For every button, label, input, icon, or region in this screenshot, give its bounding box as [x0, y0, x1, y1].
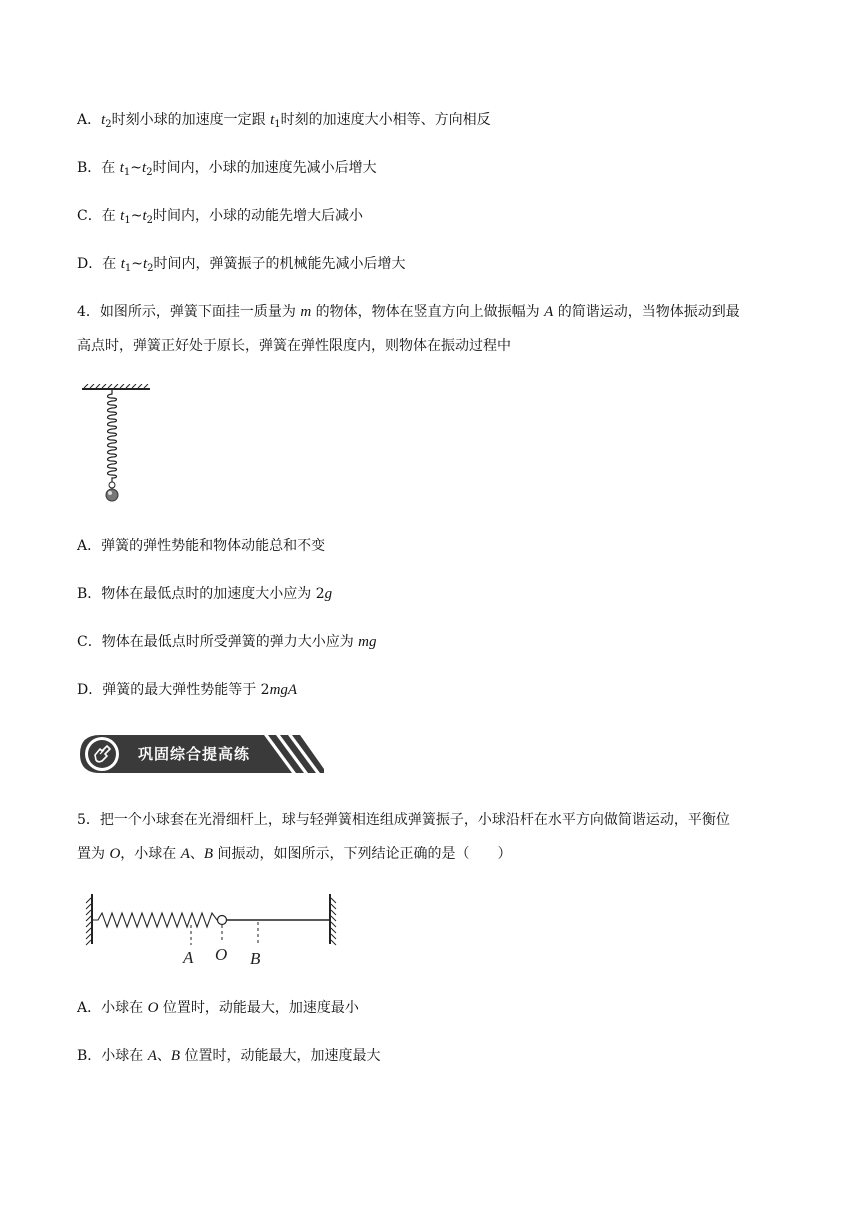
option-text: 时刻小球的加速度一定跟	[111, 112, 271, 128]
stem-text: 间振动，如图所示，下列结论正确的是（ ）	[213, 846, 512, 862]
subscript: 1	[274, 119, 281, 130]
tilde: ~	[130, 160, 143, 176]
hand-icon	[91, 743, 113, 765]
subscript: 2	[146, 215, 153, 226]
option-text: 时间内，小球的加速度先减小后增大	[152, 160, 377, 176]
ceiling-hatch	[84, 384, 148, 388]
var-O: O	[147, 1000, 159, 1016]
var-t: t	[142, 256, 148, 272]
subscript: 1	[123, 167, 131, 178]
option-text: 时刻的加速度大小相等、方向相反	[280, 112, 491, 128]
var-t: t	[142, 160, 147, 176]
q5-stem-line1: 5．把一个小球套在光滑细杆上，球与轻弹簧相连组成弹簧振子，小球沿杆在水平方向做简谐运动，平衡位	[77, 812, 730, 828]
var-t: t	[101, 112, 106, 128]
option-text: D．弹簧的最大弹性势能等于 2	[77, 682, 270, 698]
var-m: m	[300, 304, 312, 320]
option-text: D．在	[77, 256, 121, 272]
q4-option-a: A．弹簧的弹性势能和物体动能总和不变	[77, 538, 326, 554]
horizontal-spring-figure	[84, 892, 340, 972]
ball-highlight	[108, 491, 112, 495]
q3-option-b	[77, 158, 377, 178]
option-text: B．小球在	[77, 1048, 148, 1064]
option-text: C．物体在最低点时所受弹簧的弹力大小应为	[77, 634, 359, 650]
tilde: ~	[130, 208, 143, 224]
section-banner	[78, 731, 324, 777]
var-g: g	[324, 586, 333, 602]
var-B: B	[203, 846, 214, 862]
subscript: 1	[124, 263, 132, 274]
q3-option-a	[77, 110, 491, 130]
oscillator-ball	[218, 916, 227, 925]
var-A: A	[544, 304, 554, 320]
option-text: B．物体在最低点时的加速度大小应为 2	[77, 586, 325, 602]
position-b-label: B	[250, 949, 261, 968]
q5-stem-line2	[77, 844, 512, 864]
hook-ring	[109, 482, 115, 488]
position-o-label: O	[215, 945, 228, 964]
option-text: 位置时，动能最大，加速度最大	[180, 1048, 381, 1064]
stem-text: 、	[189, 846, 204, 862]
tilde: ~	[131, 256, 143, 272]
option-text: C．在	[77, 208, 121, 224]
option-text: 时间内，小球的动能先增大后减小	[153, 208, 363, 224]
option-text: 、	[156, 1048, 171, 1064]
right-wall-hatch	[331, 898, 336, 945]
var-mg: mg	[358, 634, 377, 650]
hanging-mass-ball	[106, 489, 118, 501]
var-t: t	[270, 112, 275, 128]
stem-text: 的物体，物体在竖直方向上做振幅为	[311, 304, 545, 320]
var-t: t	[142, 208, 147, 224]
var-t: t	[120, 208, 125, 224]
q5-option-b	[77, 1046, 381, 1066]
option-text: 位置时，动能最大，加速度最小	[158, 1000, 359, 1016]
var-A: A	[147, 1048, 157, 1064]
horizontal-spring-coil	[93, 913, 218, 927]
option-label: A．	[77, 112, 102, 128]
q5-option-a	[77, 998, 359, 1018]
vertical-spring-coil	[108, 390, 117, 482]
q4-stem-line2: 高点时，弹簧正好处于原长，弹簧在弹性限度内，则物体在振动过程中	[77, 338, 511, 354]
var-B: B	[170, 1048, 181, 1064]
var-t: t	[120, 256, 125, 272]
q4-option-c	[77, 632, 377, 652]
vertical-spring-figure	[80, 384, 152, 506]
stem-text: 的简谐运动，当物体振动到最	[553, 304, 740, 320]
stem-text: 4．如图所示，弹簧下面挂一质量为	[77, 304, 301, 320]
position-a-label: A	[183, 948, 194, 967]
q3-option-d	[77, 254, 406, 274]
option-text: 时间内，弹簧振子的机械能先减小后增大	[153, 256, 406, 272]
option-text: A．小球在	[77, 1000, 148, 1016]
option-text: B．在	[77, 160, 120, 176]
var-A: A	[180, 846, 190, 862]
q4-option-b	[77, 584, 332, 604]
section-title: 巩固综合提高练	[138, 745, 251, 763]
left-wall-hatch	[86, 898, 91, 945]
subscript: 1	[124, 215, 131, 226]
subscript: 2	[105, 119, 112, 130]
q4-option-d	[77, 680, 297, 700]
q3-option-c	[77, 206, 363, 226]
stem-text: 置为	[77, 846, 110, 862]
stem-text: ，小球在	[120, 846, 181, 862]
var-mgA: mgA	[269, 682, 298, 698]
var-t: t	[119, 160, 124, 176]
var-O: O	[109, 846, 121, 862]
subscript: 2	[146, 167, 153, 178]
q4-stem-line1	[77, 302, 740, 322]
subscript: 2	[147, 263, 154, 274]
